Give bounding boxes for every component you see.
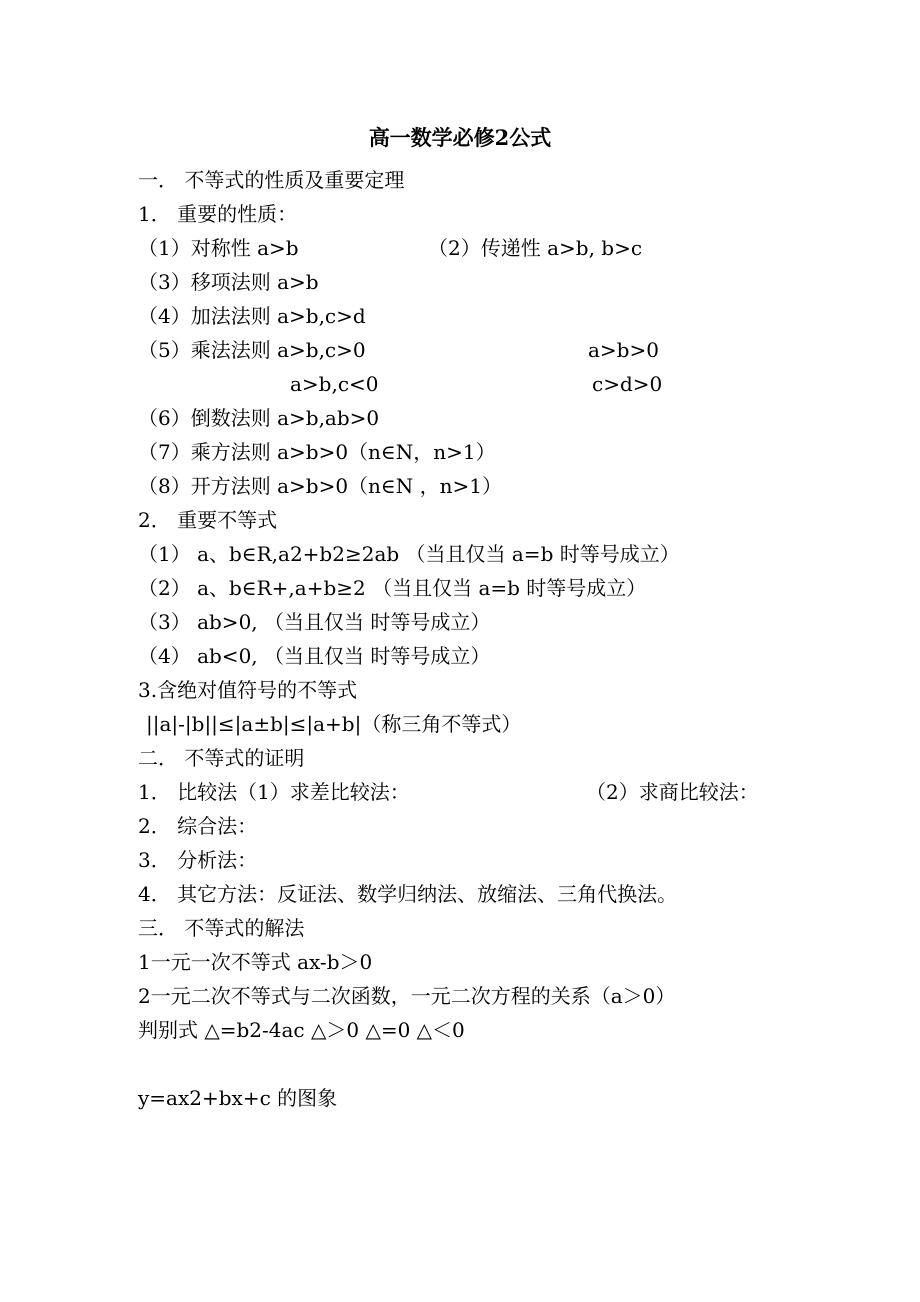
property-2: （2）传递性 a>b, b>c	[428, 236, 643, 260]
section1-heading: 一． 不等式的性质及重要定理	[138, 168, 405, 192]
property-6: （6）倒数法则 a>b,ab>0	[138, 406, 380, 430]
property-5-b: a>b>0	[588, 338, 659, 362]
graph-label: y=ax2+bx+c 的图象	[138, 1086, 338, 1110]
method-2: 2． 综合法：	[138, 814, 258, 838]
property-3: （3）移项法则 a>b	[138, 270, 319, 294]
method-4: 4． 其它方法：反证法、数学归纳法、放缩法、三角代换法。	[138, 882, 678, 906]
solve-2: 2一元二次不等式与二次函数，一元二次方程的关系（a＞0）	[138, 984, 676, 1008]
property-1: （1）对称性 a>b	[138, 236, 299, 260]
section2-heading: 二． 不等式的证明	[138, 746, 305, 770]
triangle-inequality: ||a|-|b||≤|a±b|≤|a+b|（称三角不等式）	[146, 712, 522, 736]
inequality-4: （4） ab<0, （当且仅当 时等号成立）	[138, 644, 491, 668]
section1-sub1: 1． 重要的性质：	[138, 202, 298, 226]
discriminant-row: 判别式 △=b2-4ac △＞0 △=0 △＜0	[138, 1018, 465, 1042]
document-title: 高一数学必修2公式	[368, 125, 552, 150]
property-8: （8）开方法则 a>b>0（n∈N ，n>1）	[138, 474, 502, 498]
section1-sub2: 2． 重要不等式	[138, 508, 278, 532]
property-5-c: a>b,c<0	[290, 372, 379, 396]
property-5-d: c>d>0	[592, 372, 663, 396]
method-1-b: （2）求商比较法：	[586, 780, 759, 804]
property-5-a: （5）乘法法则 a>b,c>0	[138, 338, 366, 362]
property-7: （7）乘方法则 a>b>0（n∈N，n>1）	[138, 440, 496, 464]
method-3: 3． 分析法：	[138, 848, 258, 872]
solve-1: 1一元一次不等式 ax-b＞0	[138, 950, 373, 974]
inequality-1: （1） a、b∈R,a2+b2≥2ab （当且仅当 a=b 时等号成立）	[138, 542, 680, 566]
section1-sub3: 3.含绝对值符号的不等式	[138, 678, 358, 702]
method-1-a: 1． 比较法（1）求差比较法：	[138, 780, 410, 804]
property-4: （4）加法法则 a>b,c>d	[138, 304, 366, 328]
inequality-2: （2） a、b∈R+,a+b≥2 （当且仅当 a=b 时等号成立）	[138, 576, 647, 600]
inequality-3: （3） ab>0, （当且仅当 时等号成立）	[138, 610, 491, 634]
section3-heading: 三． 不等式的解法	[138, 916, 305, 940]
